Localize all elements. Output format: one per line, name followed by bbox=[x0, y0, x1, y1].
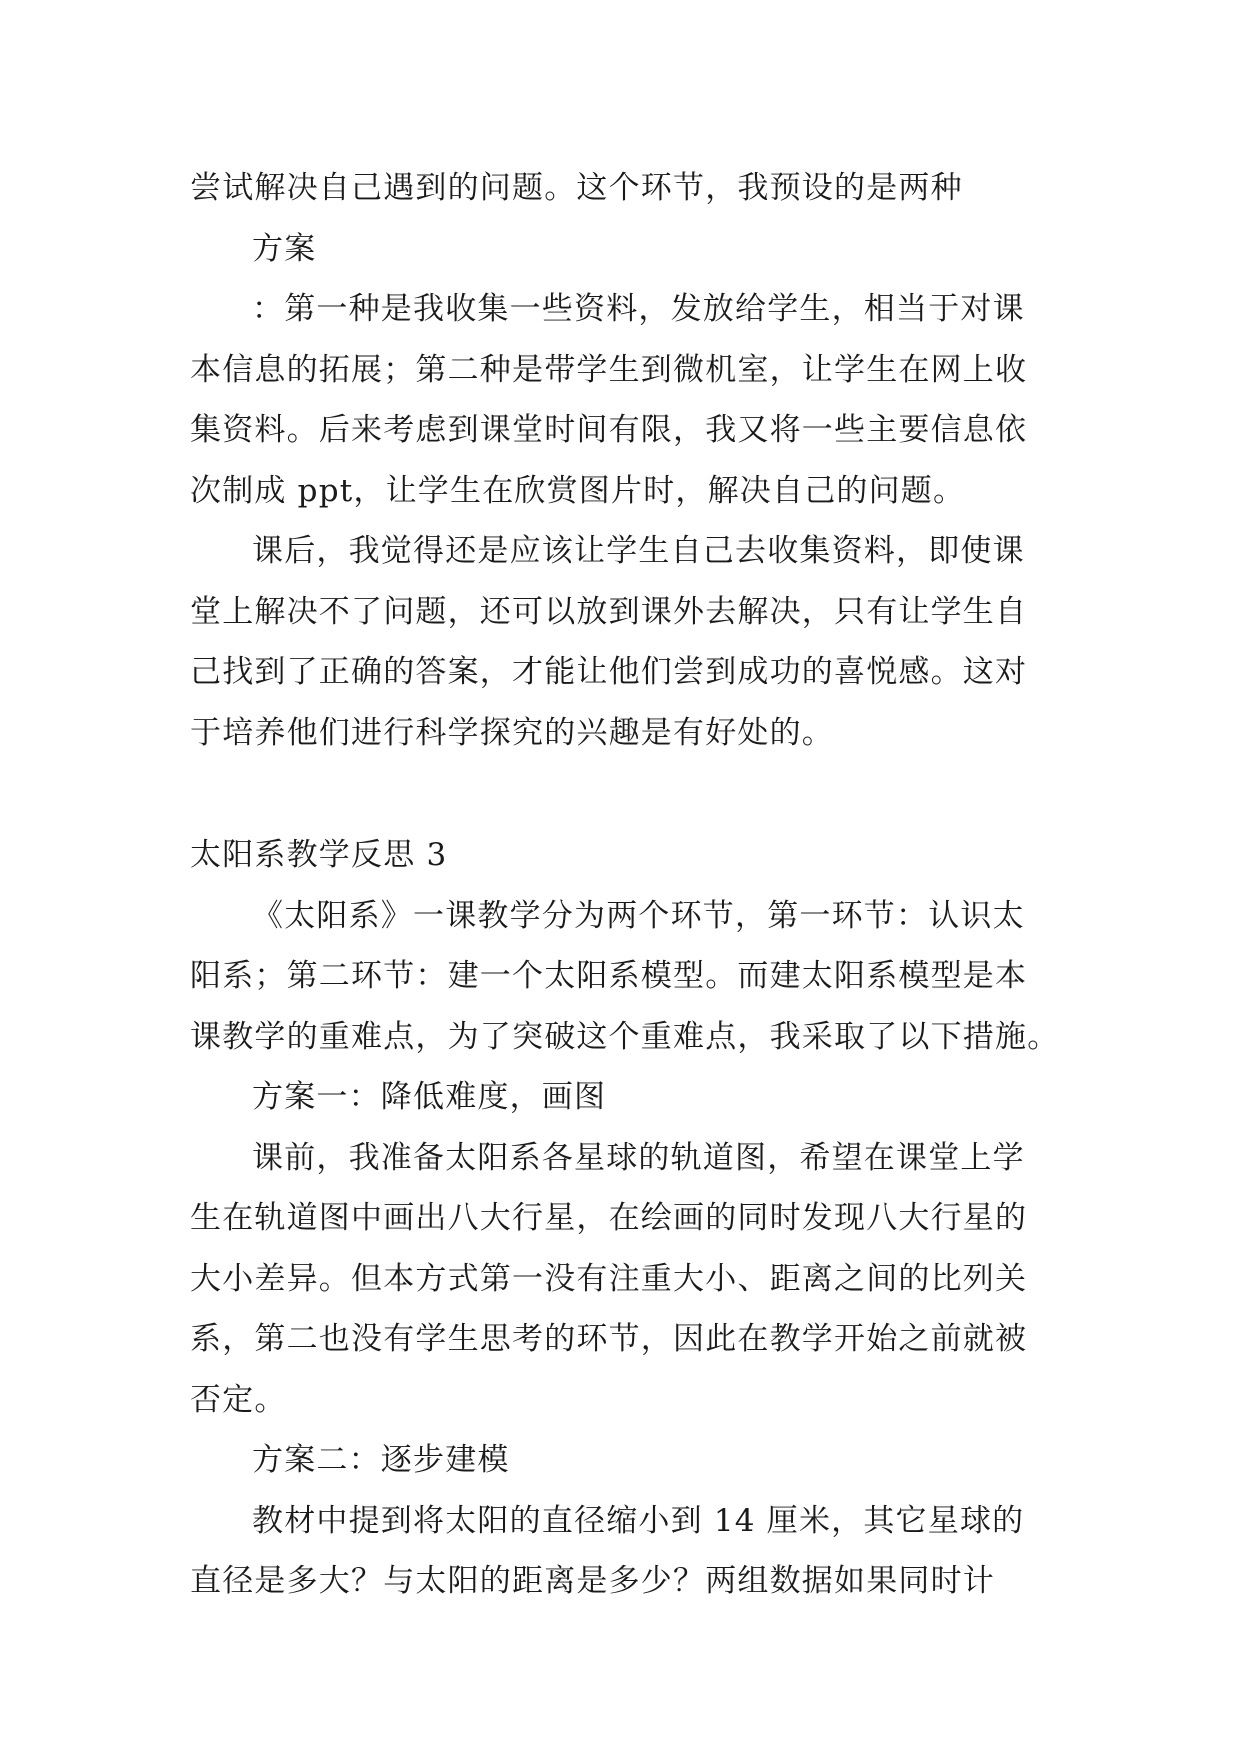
paragraph-after-class bbox=[190, 521, 1050, 763]
text-line: 次制成 ppt，让学生在欣赏图片时，解决自己的问题。 bbox=[190, 472, 966, 509]
text-line: 课后，我觉得还是应该让学生自己去收集资料，即使课 bbox=[252, 533, 1025, 569]
plan-one-title: 方案一：降低难度，画图 bbox=[252, 1079, 607, 1115]
plan-two-title: 方案二：逐步建模 bbox=[252, 1442, 510, 1478]
text-line: 直径是多大？与太阳的距离是多少？两组数据如果同时计 bbox=[190, 1563, 995, 1599]
text-line: 阳系；第二环节：建一个太阳系模型。而建太阳系模型是本 bbox=[190, 958, 1028, 994]
text-line: 否定。 bbox=[190, 1381, 287, 1418]
text-line: 《太阳系》一课教学分为两个环节，第一环节：认识太 bbox=[252, 897, 1025, 934]
section-title: 太阳系教学反思 3 bbox=[190, 837, 448, 873]
section-gap bbox=[190, 763, 1050, 825]
text-line: 堂上解决不了问题，还可以放到课外去解决，只有让学生自 bbox=[190, 593, 1028, 630]
text-line: 课前，我准备太阳系各星球的轨道图，希望在课堂上学 bbox=[252, 1139, 1025, 1176]
text-line: 大小差异。但本方式第一没有注重大小、距离之间的比列关 bbox=[190, 1260, 1028, 1297]
text-line: 方案 bbox=[252, 230, 317, 267]
document-page bbox=[190, 158, 1060, 1612]
text-line: 集资料。后来考虑到课堂时间有限，我又将一些主要信息依 bbox=[190, 412, 1028, 448]
text-line: 系，第二也没有学生思考的环节，因此在教学开始之前就被 bbox=[190, 1321, 1028, 1357]
paragraph-intro bbox=[190, 886, 1060, 1068]
paragraph-continued bbox=[190, 158, 1050, 521]
text-line: 本信息的拓展；第二种是带学生到微机室，让学生在网上收 bbox=[190, 351, 1028, 388]
paragraph-plan-two bbox=[190, 1491, 1050, 1612]
text-line: 课教学的重难点，为了突破这个重难点，我采取了以下措施。 bbox=[190, 1018, 1060, 1055]
text-line: 于培养他们进行科学探究的兴趣是有好处的。 bbox=[190, 714, 834, 751]
text-line: 尝试解决自己遇到的问题。这个环节，我预设的是两种 bbox=[190, 170, 963, 206]
text-line: ：第一种是我收集一些资料，发放给学生，相当于对课 bbox=[252, 291, 1025, 327]
text-line: 己找到了正确的答案，才能让他们尝到成功的喜悦感。这对 bbox=[190, 654, 1028, 690]
text-line: 生在轨道图中画出八大行星，在绘画的同时发现八大行星的 bbox=[190, 1200, 1028, 1236]
text-line: 教材中提到将太阳的直径缩小到 14 厘米，其它星球的 bbox=[252, 1502, 1025, 1539]
paragraph-plan-one bbox=[190, 1128, 1050, 1431]
